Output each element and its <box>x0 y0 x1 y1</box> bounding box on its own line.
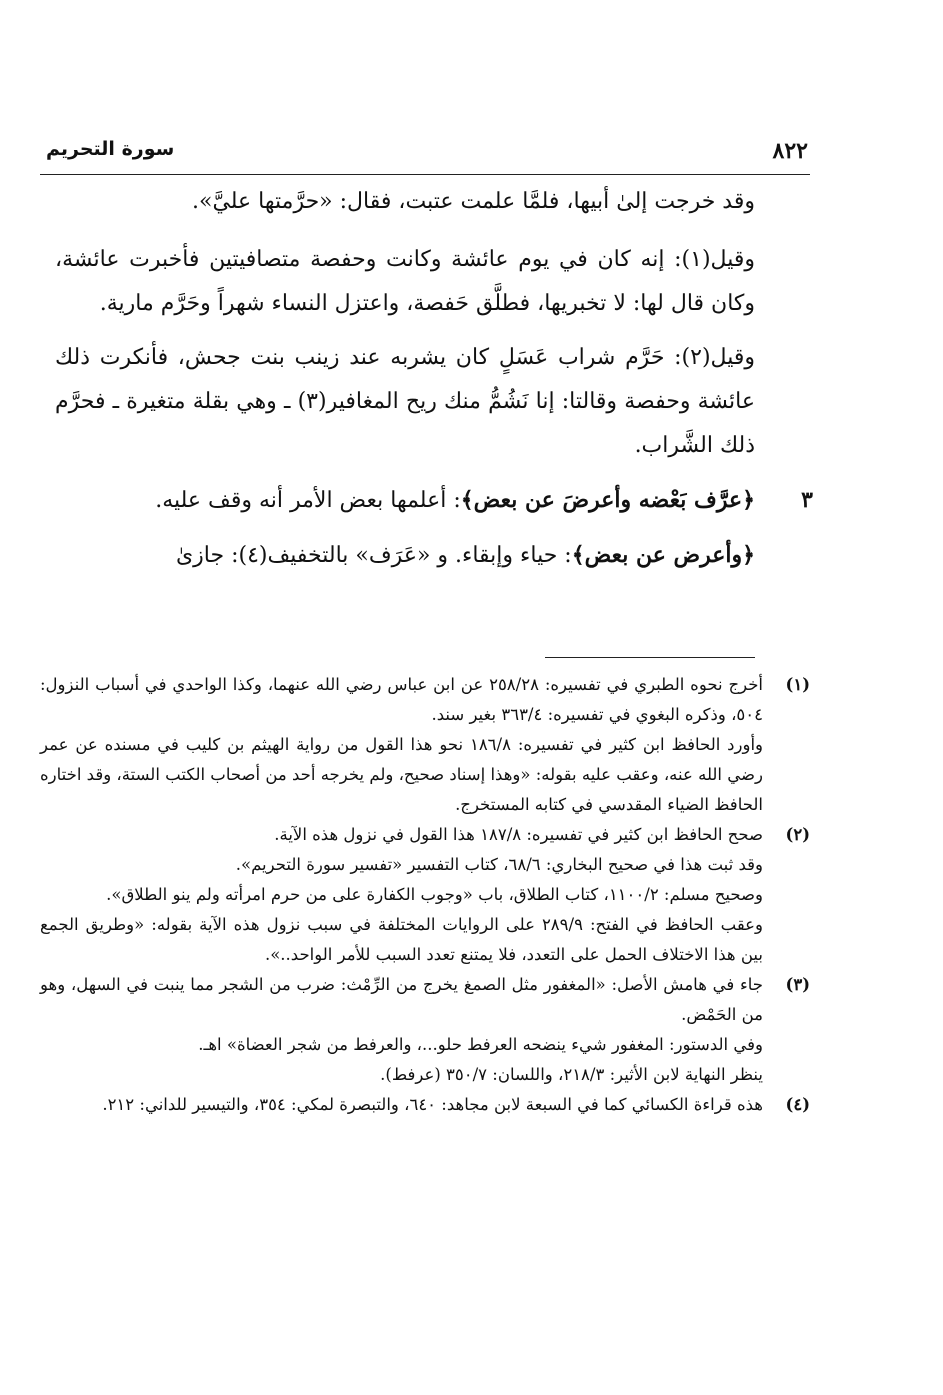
quran-quote: ﴿عرَّف بَعْضه وأعرضَ عن بعض﴾ <box>460 487 755 513</box>
paragraph: وقيل(١): إنه كان في يوم عائشة وكانت وحفصة متصافيتين فأخبرت عائشة، وكان قال لها: لا تخبريها، فطلَّق حَفصة، واعتزل النساء شهراً وحَرَّم مارية. <box>55 247 755 316</box>
main-text <box>55 180 813 588</box>
footnote-text: هذه قراءة الكسائي كما في السبعة لابن مجاهد: ٦٤٠، والتبصرة لمكي: ٣٥٤، والتيسير للداني: ٢١٢. <box>102 1095 763 1114</box>
verse-explanation: : أعلمها بعض الأمر أنه وقف عليه. <box>155 488 461 513</box>
verse-commentary <box>55 478 755 523</box>
footnote-text: جاء في هامش الأصل: «المغفور مثل الصمغ يخرج من الرِّمْث: ضرب من الشجر مما ينبت في السهل، وهو من الحَمْض. <box>40 975 763 1024</box>
footnote <box>40 820 810 970</box>
footnote-text: وقد ثبت هذا في صحيح البخاري: ٦٨/٦، كتاب التفسير «تفسير سورة التحريم». <box>235 855 763 874</box>
page-number: ٨٢٢ <box>772 138 808 164</box>
verse-commentary <box>55 533 755 578</box>
footnote-number: (٣) <box>785 975 810 994</box>
footnote-number: (٢) <box>785 825 810 844</box>
footnote <box>40 1090 810 1120</box>
footnote-text: وفي الدستور: المغفور شيء ينضحه العرفط حلو...، والعرفط من شجر العضاة» اهـ. <box>198 1035 763 1054</box>
footnote <box>40 670 810 820</box>
footnote-text: وعقب الحافظ في الفتح: ٢٨٩/٩ على الروايات المختلفة في سبب نزول هذه الآية بقوله: «وطريق الجمع بين هذا الاختلاف الحمل على التعدد، فلا يمتنع تعدد السبب للأمر الواحد..». <box>40 915 763 964</box>
paragraph: وقيل(٢): حَرَّم شراب عَسَلٍ كان يشربه عند زينب بنت جحش، فأنكرت ذلك عائشة وحفصة وقالتا: إنا نَشُمُّ منك ريح المغافير(٣) ـ وهي بقلة متغيرة ـ فحرَّم ذلك الشَّراب. <box>55 345 755 458</box>
footnote-text: صحح الحافظ ابن كثير في تفسيره: ١٨٧/٨ هذا القول في نزول هذه الآية. <box>274 825 763 844</box>
footnote-text: وصحيح مسلم: ١١٠٠/٢، كتاب الطلاق، باب «وجوب الكفارة على من حرم امرأته ولم ينو الطلاق». <box>106 885 763 904</box>
footnote-text: وأورد الحافظ ابن كثير في تفسيره: ١٨٦/٨ نحو هذا القول من رواية الهيثم بن كليب في مسنده عن عمر رضي الله عنه، وعقب عليه بقوله: «وهذا إسناد صحيح، ولم يخرجه أحد من أصحاب الكتب الستة، وقد اختاره الحافظ الضياء المقدسي في كتابه المستخرج. <box>40 735 763 814</box>
verse-explanation: : حياء وإبقاء. و «عَرَف» بالتخفيف(٤): جازىٰ <box>175 543 572 568</box>
footnote-text: ينظر النهاية لابن الأثير: ٢١٨/٣، واللسان: ٣٥٠/٧ (عرفط). <box>380 1065 763 1084</box>
footnotes <box>40 670 810 1120</box>
footnote-number: (٤) <box>785 1095 810 1114</box>
verse-number: ٣ <box>801 487 813 513</box>
footnote-separator <box>545 657 755 658</box>
verse-block <box>55 478 813 523</box>
paragraph: وقد خرجت إلىٰ أبيها، فلمَّا علمت عتبت، فقال: «حرَّمتها عليَّ». <box>191 189 755 214</box>
footnote-number: (١) <box>785 675 810 694</box>
footnote-text: أخرج نحوه الطبري في تفسيره: ٢٥٨/٢٨ عن ابن عباس رضي الله عنهما، وكذا الواحدي في أسباب النزول: ٥٠٤، وذكره البغوي في تفسيره: ٣٦٣/٤ بغير سند. <box>40 675 763 724</box>
quran-quote: ﴿وأعرض عن بعض﴾ <box>571 542 755 568</box>
page-header <box>40 128 810 175</box>
chapter-title: سورة التحريم <box>46 138 175 160</box>
footnote <box>40 970 810 1090</box>
